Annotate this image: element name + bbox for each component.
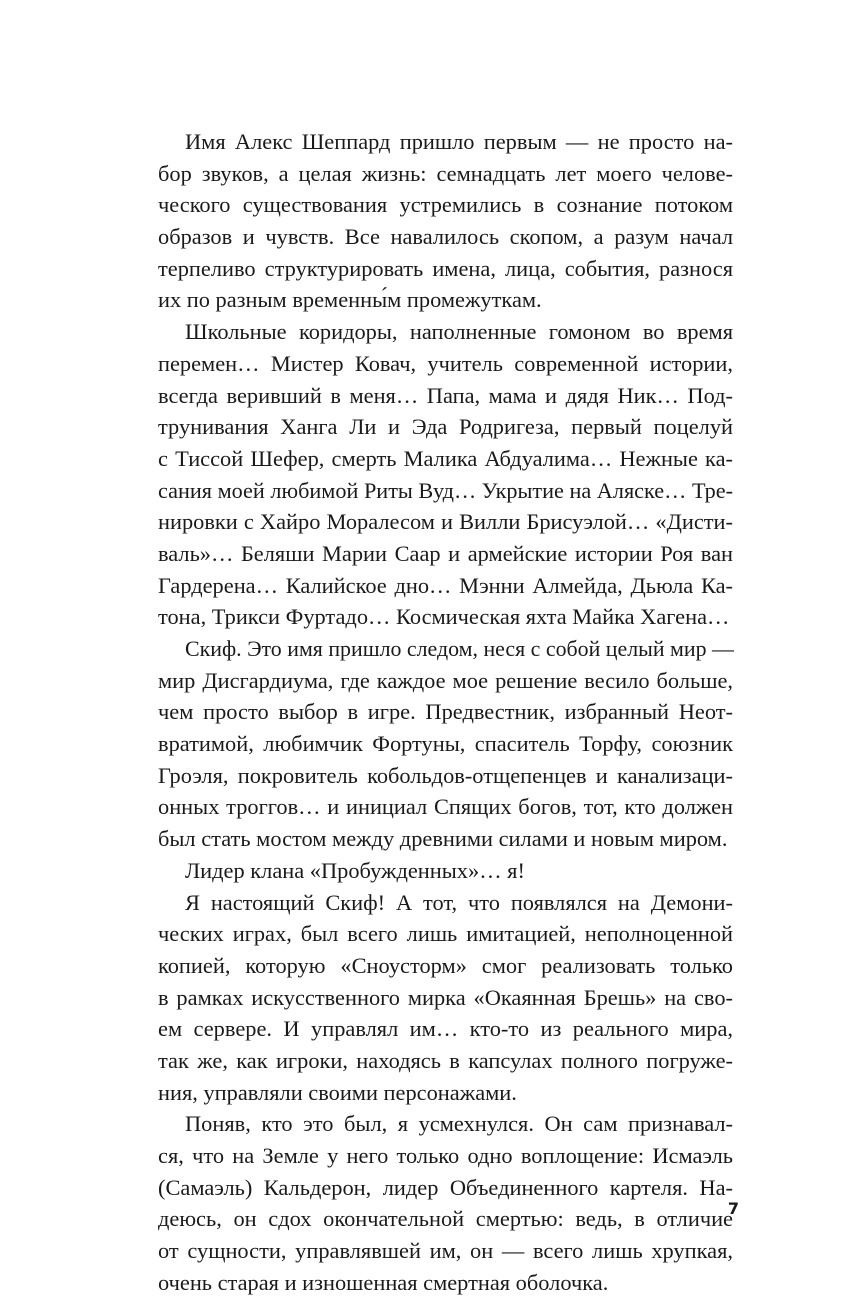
text-line: онных троггов… и инициал Спящих богов, тот, кто должен xyxy=(158,794,733,820)
text-line: Скиф. Это имя пришло следом, неся с собой целый мир — xyxy=(185,636,734,661)
text-line: Поняв, кто это был, я усмехнулся. Он сам признавал- xyxy=(185,1111,733,1137)
text-line: перемен… Мистер Ковач, учитель современной истории, xyxy=(158,350,733,376)
text-line: ческого существования устремились в сознание потоком xyxy=(158,192,733,218)
body-text xyxy=(158,126,733,1298)
text-line: ем сервере. И управлял им… кто-то из реального мира, xyxy=(158,1016,733,1042)
text-line: в рамках искусственного мирка «Окаянная Брешь» на сво- xyxy=(158,984,733,1010)
text-line: с Тиссой Шефер, смерть Малика Абдуалима… Нежные ка- xyxy=(158,445,733,471)
text-line: всегда веривший в меня… Папа, мама и дядя Ник… Под- xyxy=(158,382,733,408)
text-line: их по разным временны́м промежуткам. xyxy=(158,287,542,313)
paragraph xyxy=(158,126,733,316)
paragraph xyxy=(158,1108,733,1298)
text-line: (Самаэль) Кальдерон, лидер Объединенного картеля. На- xyxy=(158,1174,733,1200)
text-line: копией, которую «Сноусторм» смог реализовать только xyxy=(158,952,733,978)
text-line: Гардерена… Калийское дно… Мэнни Алмейда, Дьюла Ка- xyxy=(158,572,733,598)
text-line: образов и чувств. Все навалилось скопом, а разум начал xyxy=(158,224,733,250)
text-line: ческих играх, был всего лишь имитацией, неполноценной xyxy=(158,921,733,947)
text-line: Лидер клана «Пробужденных»… я! xyxy=(185,857,525,883)
text-line: трунивания Ханга Ли и Эда Родригеза, первый поцелуй xyxy=(158,414,733,440)
text-line: терпеливо структурировать имена, лица, события, разнося xyxy=(158,255,733,281)
text-line: деюсь, он сдох окончательной смертью: ведь, в отличие xyxy=(158,1206,733,1232)
text-line: ся, что на Земле у него только одно воплощение: Исмаэль xyxy=(158,1143,733,1168)
paragraph xyxy=(158,887,733,1109)
page-number: 7 xyxy=(727,1199,739,1218)
text-line: вратимой, любимчик Фортуны, спаситель Торфу, союзник xyxy=(158,731,733,757)
text-line: Школьные коридоры, наполненные гомоном во время xyxy=(185,319,733,345)
text-line: сания моей любимой Риты Вуд… Укрытие на Аляске… Тре- xyxy=(158,477,734,503)
text-line: ния, управляли своими персонажами. xyxy=(158,1079,517,1105)
text-line: так же, как игроки, находясь в капсулах полного погруже- xyxy=(158,1047,733,1073)
text-line: от сущности, управлявшей им, он — всего лишь хрупкая, xyxy=(158,1238,733,1264)
text-line: нировки с Хайро Моралесом и Вилли Брисуэлой… «Дисти- xyxy=(158,509,733,535)
text-line: очень старая и изношенная смертная оболочка. xyxy=(158,1269,609,1295)
text-line: чем просто выбор в игре. Предвестник, избранный Неот- xyxy=(158,699,733,725)
text-line: тона, Трикси Фуртадо… Космическая яхта Майка Хагена… xyxy=(158,604,730,630)
text-line: бор звуков, а целая жизнь: семнадцать лет моего челове- xyxy=(158,160,733,186)
text-line: Имя Алекс Шеппард пришло первым — не просто на- xyxy=(185,129,733,154)
text-line: Гроэля, покровитель кобольдов-отщепенцев и канализаци- xyxy=(158,762,733,788)
text-line: был стать мостом между древними силами и новым миром. xyxy=(158,826,728,852)
paragraph xyxy=(158,855,733,887)
text-line: валь»… Беляши Марии Саар и армейские истории Роя ван xyxy=(158,540,733,566)
text-line: Я настоящий Скиф! А тот, что появлялся на Демони- xyxy=(185,889,733,915)
paragraph xyxy=(158,316,733,633)
text-line: мир Дисгардиума, где каждое мое решение весило больше, xyxy=(158,667,733,693)
paragraph xyxy=(158,633,733,855)
